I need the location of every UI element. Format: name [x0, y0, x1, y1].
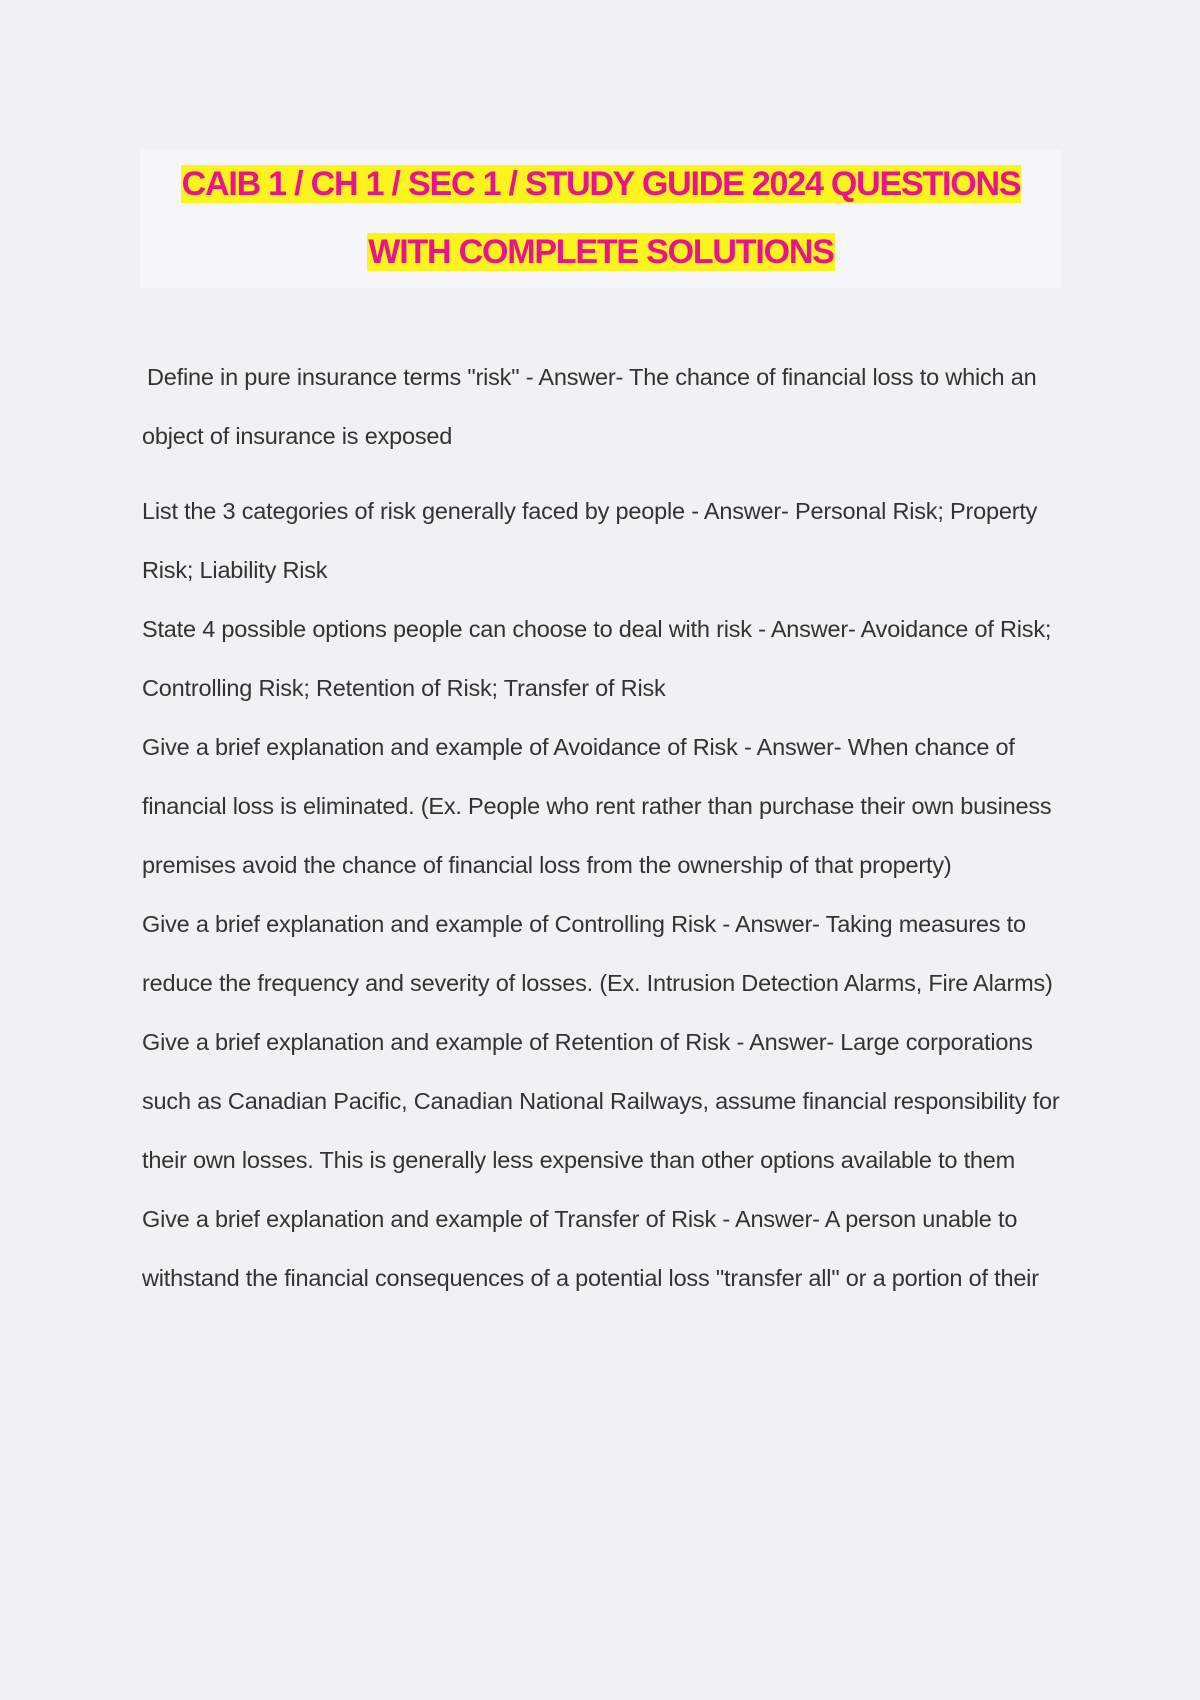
- qa-item-avoidance-of-risk: Give a brief explanation and example of Avoidance of Risk - Answer- When chance of financial loss is eliminated. (Ex. People who rent rather than purchase their own business premises avoid the chance of financial loss from the ownership of that property): [142, 734, 1052, 878]
- qa-item-risk-definition: Define in pure insurance terms "risk" - Answer- The chance of financial loss to which an object of insurance is exposed: [142, 364, 1037, 449]
- qa-item-risk-categories: List the 3 categories of risk generally faced by people - Answer- Personal Risk; Property Risk; Liability Risk: [142, 498, 1038, 583]
- qa-item-risk-options: State 4 possible options people can choose to deal with risk - Answer- Avoidance of Risk; Controlling Risk; Retention of Risk; Transfer of Risk: [142, 616, 1052, 701]
- title-line-2: [140, 218, 1062, 286]
- title-highlight-1: CAIB 1 / CH 1 / SEC 1 / STUDY GUIDE 2024 QUESTIONS: [181, 165, 1021, 203]
- document-title: [140, 150, 1062, 288]
- qa-item-transfer-of-risk: Give a brief explanation and example of Transfer of Risk - Answer- A person unable to withstand the financial consequences of a potential loss "transfer all" or a portion of their: [142, 1206, 1039, 1291]
- qa-list: [142, 348, 1072, 1308]
- title-line-1: [140, 150, 1062, 218]
- qa-item-retention-of-risk: Give a brief explanation and example of Retention of Risk - Answer- Large corporations such as Canadian Pacific, Canadian National Railways, assume financial responsibility for their own losses. This is generally less expensive than other options available to them: [142, 1029, 1060, 1173]
- qa-item-controlling-risk: Give a brief explanation and example of Controlling Risk - Answer- Taking measures to reduce the frequency and severity of losses. (Ex. Intrusion Detection Alarms, Fire Alarms): [142, 911, 1053, 996]
- title-highlight-2: WITH COMPLETE SOLUTIONS: [368, 233, 834, 271]
